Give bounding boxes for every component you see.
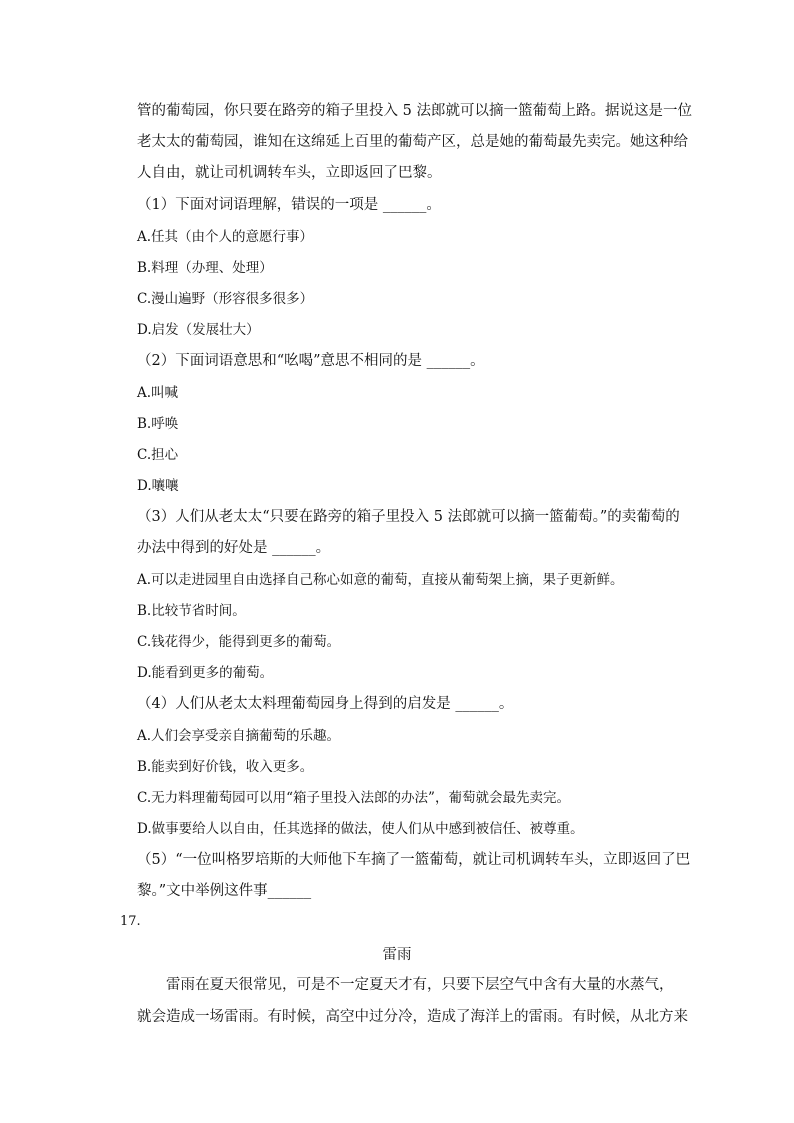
question-4-stem: （4）人们从老太太料理葡萄园身上得到的启发是 ______。: [137, 696, 514, 712]
question-3-option-b: B.比较节省时间。: [137, 603, 246, 619]
question-3-stem-cont: 办法中得到的好处是 ______。: [137, 540, 331, 556]
passage-title: 雷雨: [382, 947, 412, 963]
question-2-stem: （2）下面词语意思和“吆喝”意思不相同的是 ______。: [137, 353, 485, 369]
passage-line: 老太太的葡萄园，谁知在这绵延上百里的葡萄产区，总是她的葡萄最先卖完。她这种给: [137, 134, 688, 150]
question-3-stem: （3）人们从老太太“只要在路旁的箱子里投入 5 法郎就可以摘一篮葡萄。”的卖葡萄的: [137, 509, 680, 525]
question-2-option-a: A.叫喊: [137, 385, 179, 401]
passage-line: 管的葡萄园，你只要在路旁的箱子里投入 5 法郎就可以摘一篮葡萄上路。据说这是一位: [137, 103, 692, 119]
question-3-option-c: C.钱花得少，能得到更多的葡萄。: [137, 634, 341, 650]
question-1-option-c: C.漫山遍野（形容很多很多）: [137, 291, 314, 307]
question-3-option-a: A.可以走进园里自由选择自己称心如意的葡萄，直接从葡萄架上摘，果子更新鲜。: [137, 572, 624, 588]
question-2-option-b: B.呼唤: [137, 416, 179, 432]
question-1-option-b: B.料理（办理、处理）: [137, 260, 273, 276]
question-4-option-d: D.做事要给人以自由，任其选择的做法，使人们从中感到被信任、被尊重。: [137, 821, 584, 837]
question-1-option-a: A.任其（由个人的意愿行事）: [137, 229, 314, 245]
passage-line: 人自由，就让司机调转车头，立即返回了巴黎。: [137, 165, 442, 181]
question-4-option-b: B.能卖到好价钱，收入更多。: [137, 759, 314, 775]
question-1-stem: （1）下面对词语理解，错误的一项是 ______。: [137, 197, 441, 213]
question-2-option-c: C.担心: [137, 447, 179, 463]
question-3-option-d: D.能看到更多的葡萄。: [137, 665, 274, 681]
question-2-option-d: D.嚷嚷: [137, 478, 179, 494]
question-5-stem: （5）“一位叫格罗培斯的大师他下车摘了一篮葡萄，就让司机调转车头，立即返回了巴: [137, 852, 691, 868]
passage-line: 就会造成一场雷雨。有时候，高空中过分冷，造成了海洋上的雷雨。有时候，从北方来: [137, 1009, 688, 1025]
question-1-option-d: D.启发（发展壮大）: [137, 322, 260, 338]
question-4-option-c: C.无力料理葡萄园可以用“箱子里投入法郎的办法”，葡萄就会最先卖完。: [137, 790, 570, 806]
question-17-number: 17.: [120, 914, 141, 929]
passage-line: 雷雨在夏天很常见，可是不一定夏天才有，只要下层空气中含有大量的水蒸气，: [137, 977, 674, 993]
question-5-stem-cont: 黎。”文中举例这件事______: [137, 883, 312, 899]
question-4-option-a: A.人们会享受亲自摘葡萄的乐趣。: [137, 728, 341, 744]
